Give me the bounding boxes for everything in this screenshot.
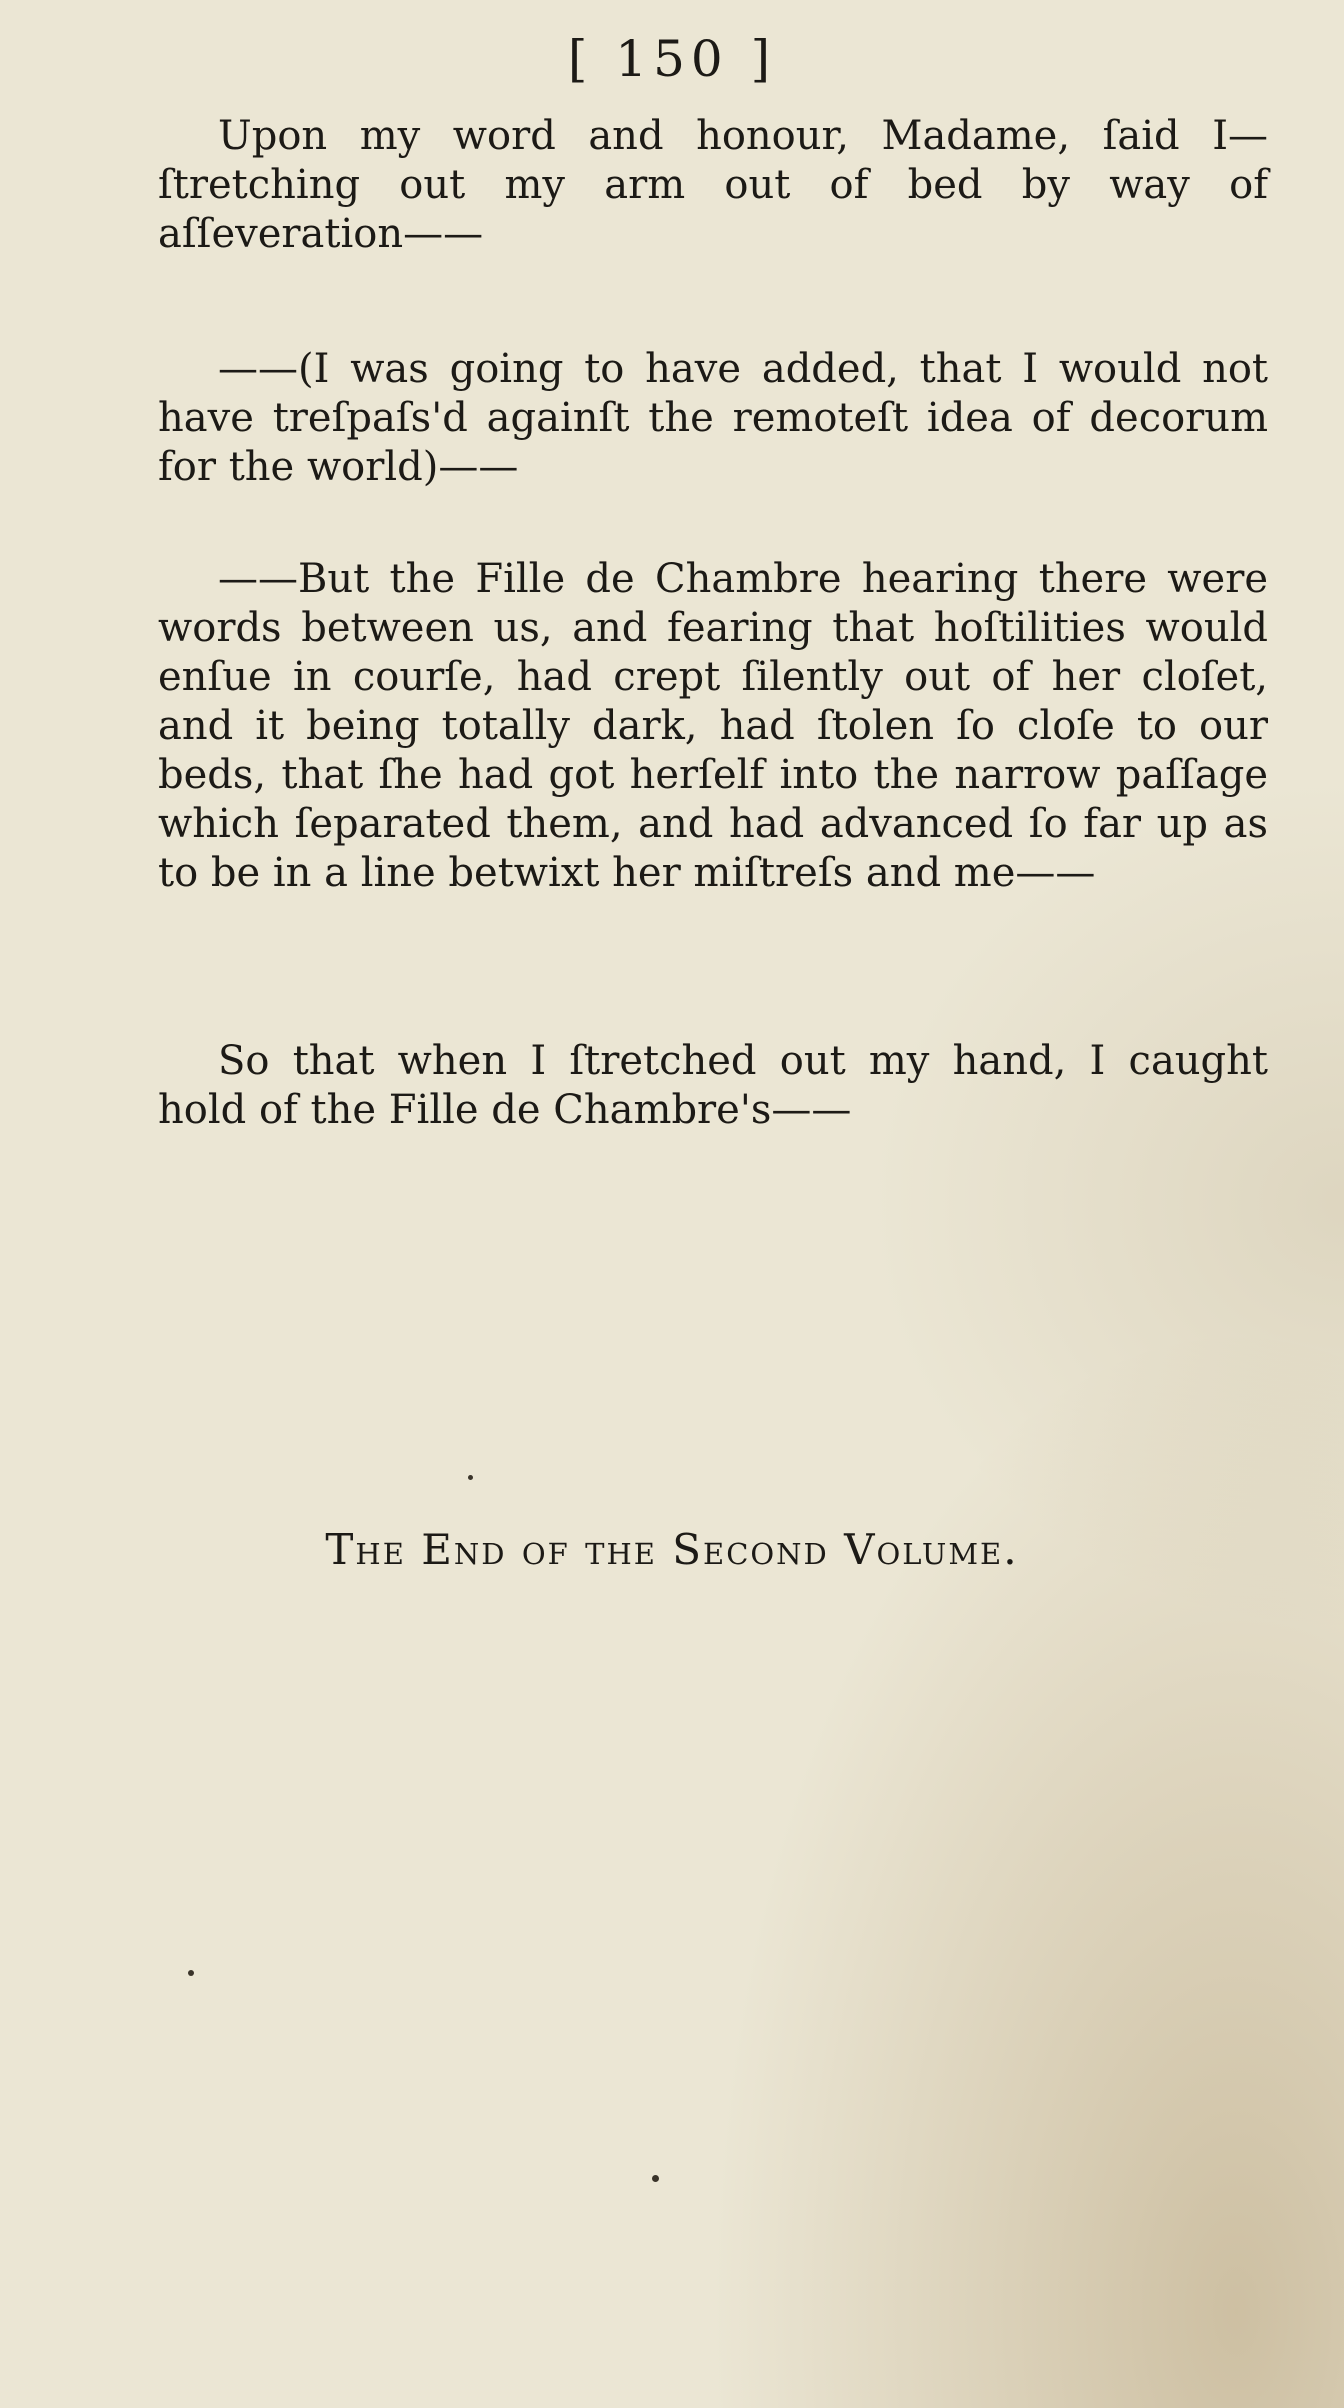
paragraph-1 (158, 112, 1268, 259)
paragraph-2 (158, 345, 1268, 492)
volume-end-note: The End of the Second Volume. (325, 1525, 1019, 1574)
paragraph-text: So that when I ſtretched out my hand, I caught hold of the Fille de Chambre's—— (158, 1038, 1268, 1133)
paper-speck (652, 2175, 659, 2182)
paper-speck (468, 1475, 473, 1480)
paragraph-text: ——But the Fille de Chambre hearing there were words between us, and fearing that hoſtilities would enſue in courſe, had crept ſilently out of her cloſet, and it being totally dark, had ſtolen ſo cloſe to our beds, that ſhe had got herſelf into the narrow paſſage which ſeparated them, and had advanced ſo far up as to be in a line betwixt her miſtreſs and me—— (158, 556, 1268, 896)
paragraph-text: Upon my word and honour, Madame, ſaid I— ſtretching out my arm out of bed by way of aſſeveration—— (158, 113, 1268, 257)
paper-speck (188, 1970, 194, 1976)
page-number: [ 150 ] (567, 30, 777, 88)
paragraph-4 (158, 1037, 1268, 1135)
paragraph-3 (158, 555, 1268, 898)
paragraph-text: ——(I was going to have added, that I would not have treſpaſs'd againſt the remoteſt idea of decorum for the world)—— (158, 346, 1268, 490)
